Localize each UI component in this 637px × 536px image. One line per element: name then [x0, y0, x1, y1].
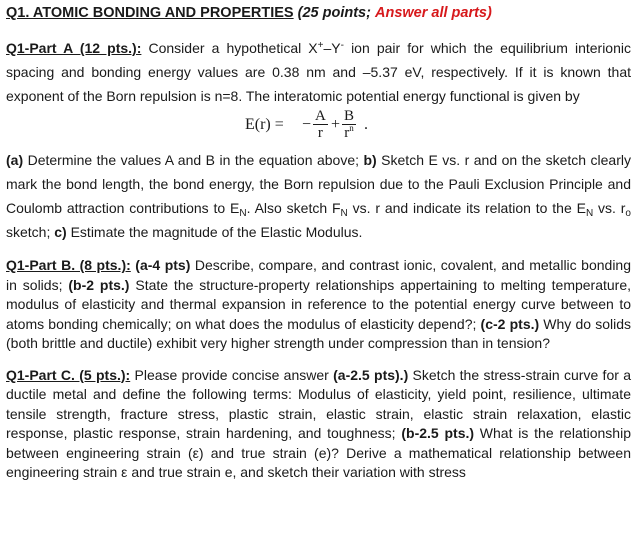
part-a-tasks	[6, 148, 631, 244]
equation-minus: −	[302, 116, 312, 133]
part-a-text-b5: sketch;	[6, 224, 55, 240]
fraction-b-exponent: n	[349, 123, 354, 133]
fraction-b-base: r	[344, 125, 350, 141]
part-b-heading: Q1-Part B. (8 pts.):	[6, 257, 131, 273]
part-a-intro-3: ion pair for which the equilibrium interionic spacing and bonding energy values are 0.38 nm and –5.37 eV, respectively. If it is known that exponent of the Born repulsion is n=8. The interatomic potential energy functional is given by	[6, 40, 631, 104]
title-points: (25 points;	[297, 5, 371, 21]
part-b-text-a: Describe, compare, and contrast ionic, covalent, and metallic bonding in solids;	[6, 257, 632, 293]
equation-end: .	[364, 116, 368, 133]
part-a-text-a: Determine the values A and B in the equation above;	[23, 152, 364, 168]
part-a-intro-2: –Y	[323, 40, 341, 56]
equation-lhs: E(r) =	[245, 116, 284, 133]
part-a-intro-1: Consider a hypothetical X	[141, 40, 318, 56]
part-a-text-b3: vs. r and indicate its relation to the E	[347, 200, 586, 216]
part-a-text-b1: Sketch E vs. r and on the sketch clearly mark the bond length, the bond energy, the Born repulsion due to the Pauli Exclusion Principle and Coulomb attraction contributions to E	[6, 152, 631, 216]
potential-energy-equation	[6, 106, 631, 146]
part-a-sup-minus: -	[340, 40, 344, 51]
part-a-sub-4: o	[625, 208, 631, 219]
part-a-heading: Q1-Part A (12 pts.):	[6, 40, 142, 56]
part-c-text-a2: Sketch the stress-strain curve for a ductile metal and define the following terms: Modulus of elasticity, yield point, resilience, ultimate tensile strength, fracture stress, plastic strain, elastic strain, elastic strain relaxation, elastic response, plastic response, strain hardening, and toughness;	[6, 366, 631, 441]
part-a-sub-2: N	[340, 208, 348, 219]
part-c-text-b: What is the relationship between engineering strain (ε) and true strain (e)? Derive a mathematical relationship between engineering strain ε and true strain e, and sketch their variation with stress	[6, 425, 631, 480]
fraction-b-denominator	[342, 124, 356, 141]
part-b-text-b: State the structure-property relationships appertaining to melting temperature, modulus of elasticity and thermal expansion in reference to the potential energy curve between to atoms bonding chemically; on what does the modulus of elasticity depend?;	[6, 276, 632, 332]
equation-fraction-b	[342, 109, 356, 141]
part-a-text-b4: vs. r	[593, 200, 626, 216]
part-a-text-c: Estimate the magnitude of the Elastic Modulus.	[66, 224, 363, 240]
part-a-label-b: b)	[363, 152, 377, 168]
part-b-label-b: (b-2 pts.)	[68, 276, 130, 293]
title-main: Q1. ATOMIC BONDING AND PROPERTIES	[6, 5, 294, 21]
part-a-sup-plus: +	[317, 40, 324, 51]
title-instruction: Answer all parts)	[374, 5, 492, 21]
part-c-body	[6, 366, 631, 483]
fraction-b-numerator: B	[344, 108, 355, 124]
part-b-label-a: (a-4 pts)	[130, 257, 191, 273]
question-title	[6, 4, 631, 22]
equation-plus: +	[331, 116, 341, 133]
part-c-text-a1: Please provide concise answer	[130, 366, 334, 383]
part-b-body	[6, 256, 631, 354]
part-c-heading: Q1-Part C. (5 pts.):	[6, 366, 131, 383]
part-a-text-b2: . Also sketch F	[246, 200, 341, 216]
part-a-intro	[6, 36, 631, 108]
part-a-sub-3: N	[585, 208, 594, 219]
equation-fraction-a	[313, 109, 328, 141]
fraction-a-denominator: r	[313, 124, 328, 141]
part-a-label-a: (a)	[6, 152, 24, 168]
part-b-label-c: (c-2 pts.)	[480, 315, 540, 332]
part-c-label-a: (a-2.5 pts).)	[333, 366, 409, 383]
part-a-sub-1: N	[239, 208, 247, 219]
part-a-label-c: c)	[54, 224, 67, 240]
part-c-label-b: (b-2.5 pts.)	[401, 425, 475, 441]
fraction-a-numerator: A	[315, 108, 326, 124]
part-b-text-c: Why do solids (both brittle and ductile) exhibit very higher strength under compression than in tension?	[6, 315, 631, 351]
